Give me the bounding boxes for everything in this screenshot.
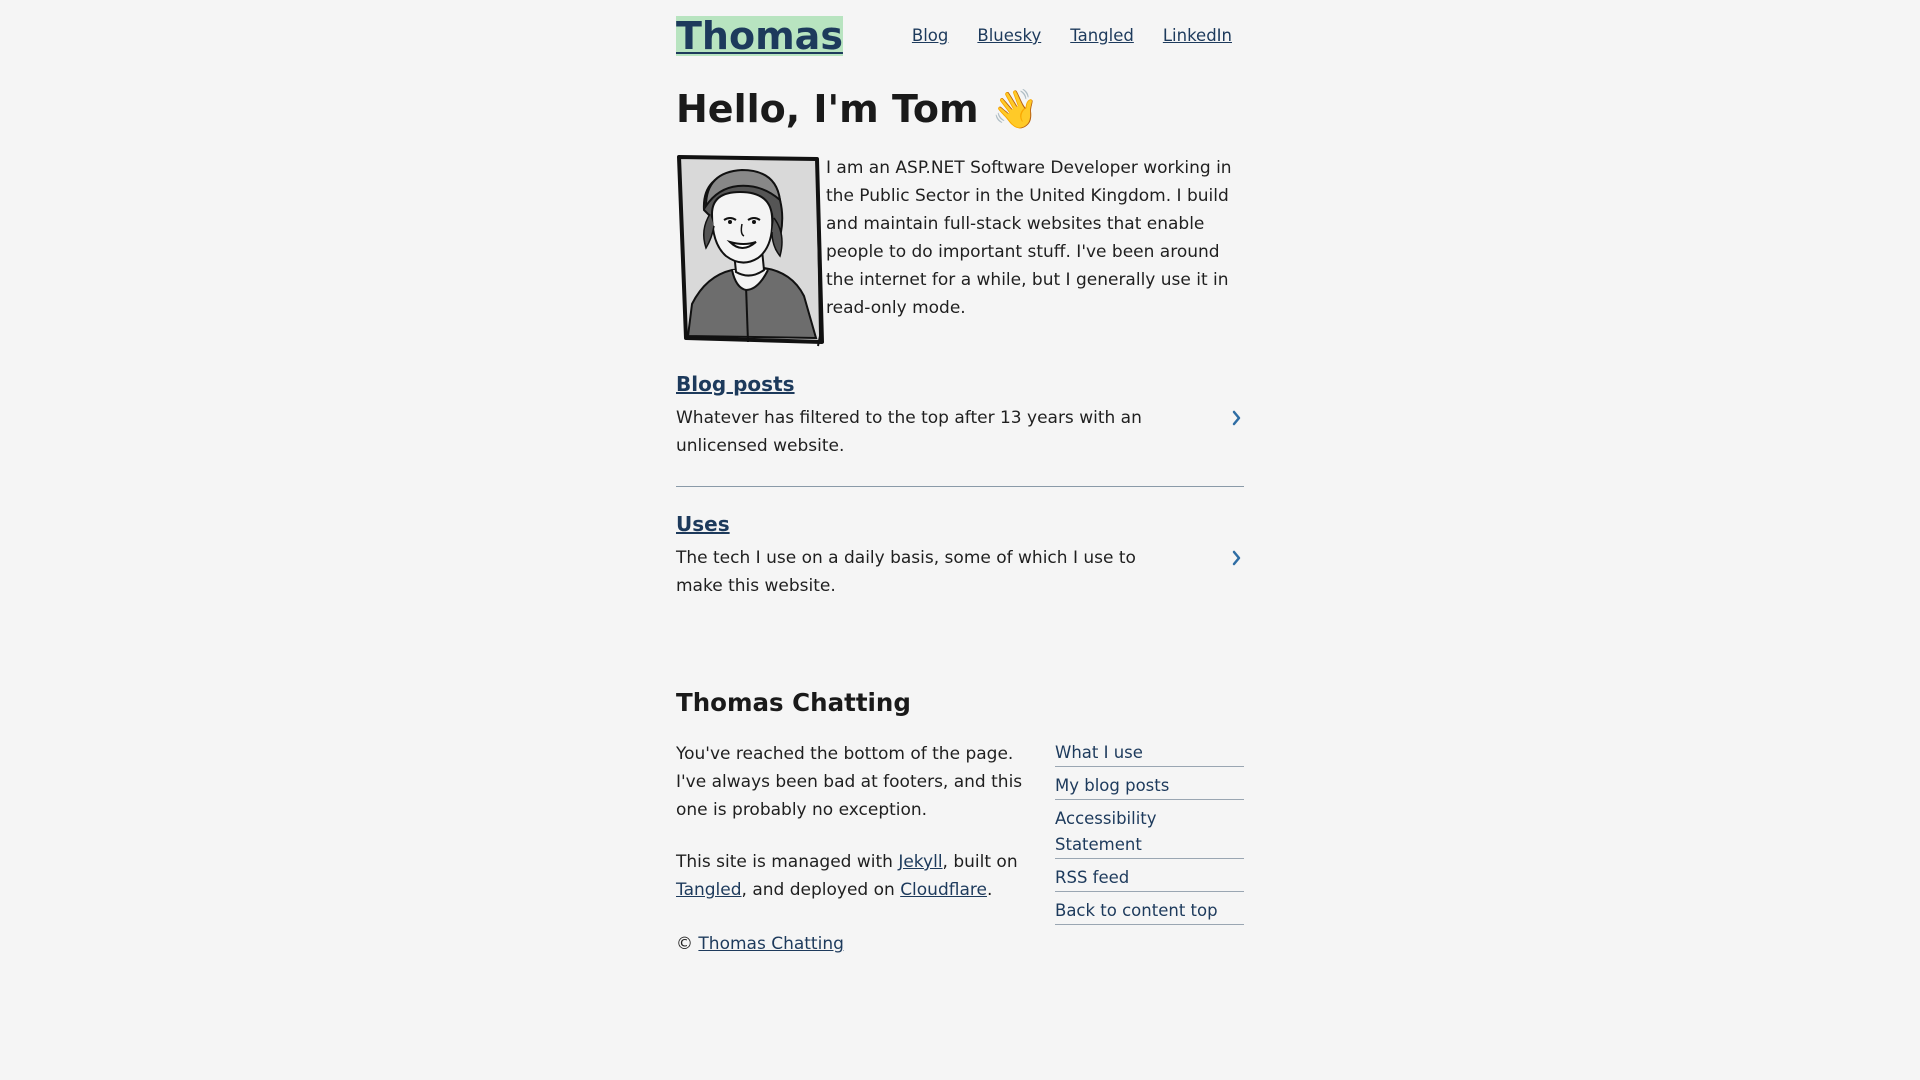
- divider: [676, 486, 1244, 487]
- footer-link-blog-posts[interactable]: My blog posts: [1055, 776, 1170, 795]
- site-header: [676, 16, 1244, 56]
- nav-link-tangled[interactable]: Tangled: [1070, 26, 1134, 45]
- chevron-right-icon[interactable]: [1228, 404, 1244, 432]
- copyright: [676, 930, 1054, 958]
- footer-title: Thomas Chatting: [676, 688, 911, 717]
- copyright-link[interactable]: Thomas Chatting: [698, 934, 844, 954]
- footer-line1: You've reached the bottom of the page.: [676, 744, 1014, 764]
- footer-nav-item: [1055, 898, 1244, 925]
- credits-prefix: This site is managed with: [676, 852, 899, 872]
- card-title: [676, 510, 1244, 538]
- nav-link-linkedin[interactable]: LinkedIn: [1162, 26, 1232, 45]
- card-uses[interactable]: [676, 510, 1244, 600]
- site-title-link[interactable]: Thomas: [676, 14, 843, 58]
- chevron-right-icon[interactable]: [1228, 544, 1244, 572]
- credits-deployed-on: , and deployed on: [741, 880, 901, 900]
- card-title: [676, 370, 1244, 398]
- footer-link-accessibility[interactable]: Accessibility Statement: [1055, 809, 1157, 854]
- intro-text: I am an ASP.NET Software Developer working in the Public Sector in the United Kingdom. I build and maintain full-stack websites that enable people to do important stuff. I've been around the internet for a while, but I generally use it in read-only mode.: [826, 158, 1232, 318]
- footer-credits: [676, 848, 1054, 904]
- footer-nav-item: [1055, 773, 1244, 800]
- card-blog-posts[interactable]: [676, 370, 1244, 460]
- jekyll-link[interactable]: Jekyll: [898, 852, 943, 872]
- footer-link-rss[interactable]: RSS feed: [1055, 868, 1130, 887]
- nav-link-bluesky[interactable]: Bluesky: [977, 26, 1042, 45]
- cloudflare-link[interactable]: Cloudflare: [900, 880, 987, 900]
- credits-period: .: [986, 880, 993, 900]
- nav-link-blog[interactable]: Blog: [911, 26, 949, 45]
- blog-posts-link[interactable]: Blog posts: [676, 372, 795, 396]
- footer-link-what-i-use[interactable]: What I use: [1055, 743, 1143, 762]
- footer-line2: I've always been bad at footers, and this one is probably no exception.: [676, 772, 1023, 820]
- copyright-symbol: ©: [676, 934, 693, 954]
- main-nav: [912, 24, 1232, 48]
- uses-link[interactable]: Uses: [676, 512, 730, 536]
- tangled-link[interactable]: Tangled: [676, 880, 742, 900]
- page-title: Hello, I'm Tom 👋: [676, 87, 1040, 131]
- footer-text: [676, 740, 1054, 958]
- footer-nav-item: [1055, 865, 1244, 892]
- credits-built-on: , built on: [942, 852, 1018, 872]
- card-description: Whatever has filtered to the top after 13 years with an unlicensed website.: [676, 408, 1142, 456]
- footer-nav-item: [1055, 806, 1244, 859]
- footer-nav: [1055, 740, 1244, 931]
- footer-paragraph: [676, 740, 1054, 824]
- portrait-illustration: [676, 154, 826, 350]
- card-description: The tech I use on a daily basis, some of which I use to make this website.: [676, 548, 1136, 596]
- footer-nav-item: [1055, 740, 1244, 767]
- footer-link-back-to-top[interactable]: Back to content top: [1055, 901, 1218, 920]
